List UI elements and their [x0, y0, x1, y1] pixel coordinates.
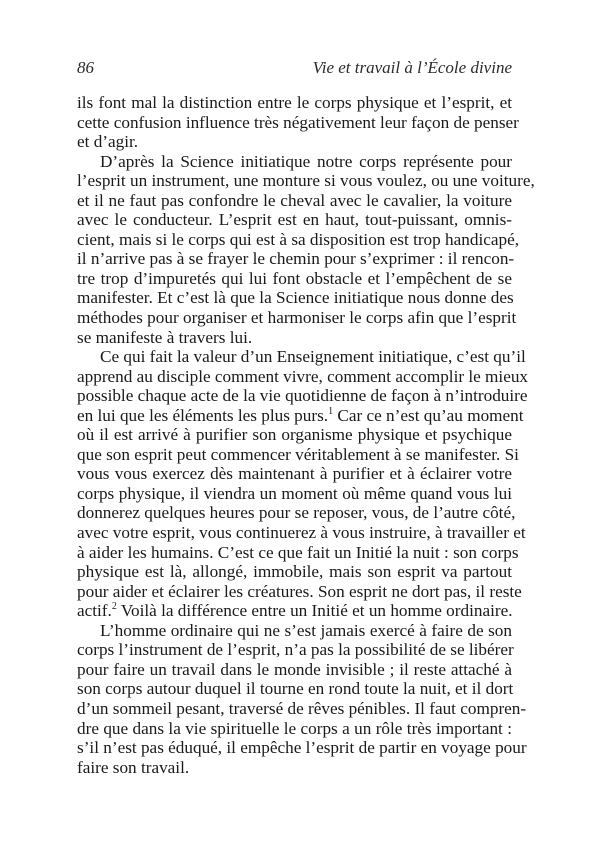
text-line: s’il n’est pas éduqué, il empêche l’esprit de partir en voyage pour	[77, 738, 527, 758]
text-line: que son esprit peut commencer véritablement à se manifester. Si	[77, 444, 519, 464]
running-title: Vie et travail à l’École divine	[312, 58, 512, 77]
footnote-marker[interactable]: 1	[328, 405, 334, 417]
text-line: où il est arrivé à purifier son organisme physique et psychique	[77, 425, 512, 445]
text-line: possible chaque acte de la vie quotidienne de façon à n’introduire	[77, 386, 528, 406]
book-page	[77, 58, 535, 777]
text-line: pour aider et éclairer les créatures. Son esprit ne dort pas, il reste	[77, 581, 522, 601]
text-line: et d’agir.	[77, 132, 139, 152]
text-line: vous vous exercez dès maintenant à purifier et à éclairer votre	[77, 464, 512, 484]
page-number: 86	[77, 58, 94, 77]
text-line: apprend au disciple comment vivre, comment accomplir le mieux	[77, 366, 529, 386]
text-line: corps physique, il viendra un moment où même quand vous lui	[77, 483, 512, 503]
text-line: et il ne faut pas confondre le cheval avec le cavalier, la voiture	[77, 190, 512, 210]
running-head	[77, 58, 512, 78]
text-line-with-footnote	[77, 405, 524, 426]
text-line: corps l’instrument de l’esprit, n’a pas la possibilité de se libérer	[77, 640, 514, 660]
text-line-with-footnote	[77, 601, 512, 621]
paragraph	[77, 151, 535, 347]
text-line: D’après la Science initiatique notre corps représente pour	[100, 151, 512, 171]
text-line: à aider les humains. C’est ce que fait un Initié la nuit : son corps	[77, 542, 519, 562]
text-segment: en lui que les éléments les plus purs.	[77, 405, 329, 425]
body-text	[77, 93, 535, 777]
text-line: faire son travail.	[77, 757, 190, 777]
text-line: l’esprit un instrument, une monture si vous voulez, ou une voiture,	[77, 171, 535, 191]
text-segment: actif.	[77, 601, 112, 621]
text-line: son corps autour duquel il tourne en rond toute la nuit, et il dort	[77, 679, 514, 699]
text-line: Ce qui fait la valeur d’un Enseignement initiatique, c’est qu’il	[100, 347, 526, 367]
text-line: d’un sommeil pesant, traversé de rêves pénibles. Il faut compren-	[77, 698, 527, 718]
text-line: avec le conducteur. L’esprit est en haut, tout-puissant, omnis-	[77, 210, 512, 230]
footnote-marker[interactable]: 2	[111, 601, 117, 613]
text-line: cette confusion influence très négativement leur façon de penser	[77, 112, 519, 132]
text-line: ils font mal la distinction entre le corps physique et l’esprit, et	[77, 93, 512, 112]
text-line: méthodes pour organiser et harmoniser le corps afin que l’esprit	[77, 308, 517, 328]
text-line: manifester. Et c’est là que la Science initiatique nous donne des	[77, 288, 514, 308]
text-line: se manifeste à travers lui.	[77, 327, 253, 347]
text-segment: Voilà la différence entre un Initié et un homme ordinaire.	[116, 601, 513, 621]
text-line: il n’arrive pas à se frayer le chemin pour s’exprimer : il rencon-	[77, 249, 515, 269]
text-line: donnerez quelques heures pour se reposer, vous, de l’autre côté,	[77, 503, 516, 523]
paragraph	[77, 93, 519, 152]
paragraph	[77, 620, 527, 777]
text-line: avec votre esprit, vous continuerez à vous instruire, à travailler et	[77, 523, 526, 543]
text-line: physique est là, allongé, immobile, mais son esprit va partout	[77, 562, 512, 582]
paragraph	[77, 347, 529, 621]
text-line: tre trop d’impuretés qui lui font obstacle et l’empêchent de se	[77, 268, 512, 288]
text-line: cient, mais si le corps qui est à sa disposition est trop handicapé,	[77, 229, 520, 249]
text-line: L’homme ordinaire qui ne s’est jamais exercé à faire de son	[100, 620, 512, 640]
text-line: pour faire un travail dans le monde invisible ; il reste attaché à	[77, 659, 512, 679]
text-line: dre que dans la vie spirituelle le corps a un rôle très important :	[77, 718, 512, 738]
text-segment: Car ce n’est qu’au moment	[333, 405, 524, 425]
